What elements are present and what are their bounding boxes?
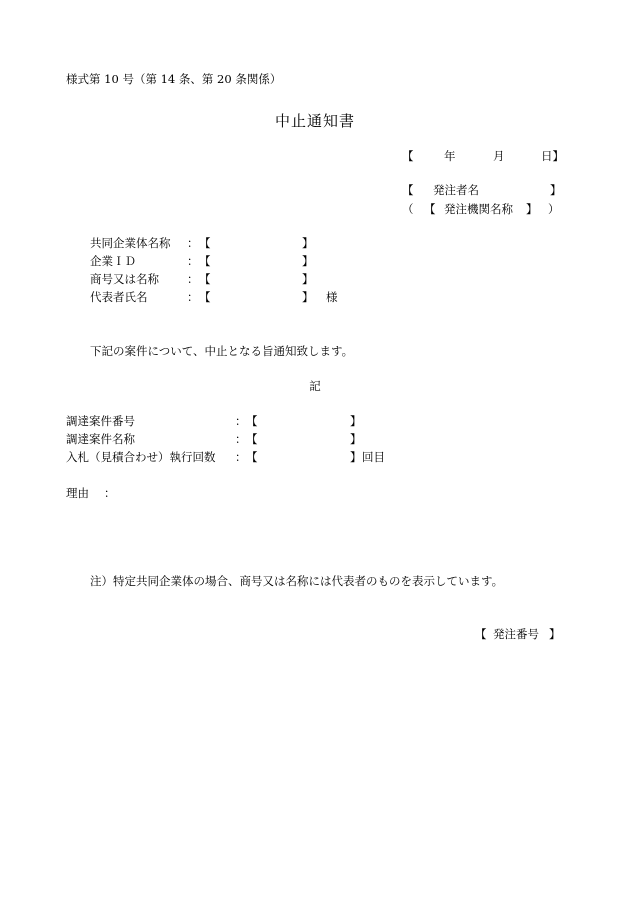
procurement-open-bracket: 【 — [246, 414, 258, 428]
procurement-label: 調達案件名称 — [66, 432, 135, 446]
recipient-open-bracket: 【 — [199, 254, 211, 268]
recipient-close-bracket: 】 — [302, 272, 314, 286]
procurement-colon: ： — [235, 414, 247, 428]
recipient-close-bracket: 】 — [302, 236, 314, 250]
recipient-colon: ： — [187, 236, 199, 250]
document-title: 中止通知書 — [274, 112, 355, 130]
agency-close-paren: ） — [548, 202, 560, 216]
agency-label: 発注機関名称 — [444, 202, 513, 216]
orderer-close-bracket: 】 — [550, 183, 562, 197]
recipient-close-bracket: 】 — [302, 290, 314, 304]
recipient-colon: ： — [187, 254, 199, 268]
date-open-bracket: 【 — [402, 149, 414, 163]
recipient-label: 企業ＩＤ — [90, 254, 136, 268]
orderer-line — [402, 183, 562, 198]
notice-body-text: 下記の案件について、中止となる旨通知致します。 — [90, 344, 354, 358]
recipient-label: 共同企業体名称 — [90, 236, 171, 250]
agency-open-bracket: 【 — [424, 202, 436, 216]
agency-open-paren: （ — [402, 202, 414, 216]
recipient-label: 商号又は名称 — [90, 272, 159, 286]
ki-heading: 記 — [309, 379, 321, 393]
order-number-close-bracket: 】 — [549, 627, 561, 641]
recipient-label: 代表者氏名 — [90, 290, 148, 304]
agency-line — [402, 204, 558, 217]
procurement-close-bracket: 】 — [350, 414, 362, 428]
procurement-colon: ： — [235, 450, 247, 464]
recipient-colon: ： — [187, 272, 199, 286]
procurement-colon: ： — [235, 432, 247, 446]
recipient-colon: ： — [187, 290, 199, 304]
reason-label: 理由 — [66, 486, 89, 500]
reason-colon: ： — [104, 486, 116, 500]
form-number: 様式第 10 号（第 14 条、第 20 条関係） — [66, 72, 282, 86]
execution-count-suffix: 回目 — [362, 450, 385, 464]
order-number-open-bracket: 【 — [475, 627, 487, 641]
footnote: 注）特定共同企業体の場合、商号又は名称には代表者のものを表示しています。 — [90, 574, 504, 588]
date-year: 年 — [444, 149, 456, 163]
order-number-label: 発注番号 — [493, 627, 539, 641]
date-line — [402, 149, 564, 164]
orderer-label: 発注者名 — [433, 183, 479, 197]
procurement-open-bracket: 【 — [246, 450, 258, 464]
date-month: 月 — [493, 149, 505, 163]
procurement-close-bracket: 】 — [350, 450, 362, 464]
procurement-close-bracket: 】 — [350, 432, 362, 446]
recipient-open-bracket: 【 — [199, 290, 211, 304]
honorific-sama: 様 — [326, 290, 338, 304]
procurement-open-bracket: 【 — [246, 432, 258, 446]
order-number-line — [475, 629, 559, 642]
date-day: 日】 — [541, 149, 564, 163]
recipient-close-bracket: 】 — [302, 254, 314, 268]
recipient-open-bracket: 【 — [199, 236, 211, 250]
agency-close-bracket: 】 — [526, 202, 538, 216]
recipient-open-bracket: 【 — [199, 272, 211, 286]
procurement-label: 調達案件番号 — [66, 414, 135, 428]
orderer-open-bracket: 【 — [402, 183, 414, 197]
procurement-label: 入札（見積合わせ）執行回数 — [66, 450, 216, 464]
